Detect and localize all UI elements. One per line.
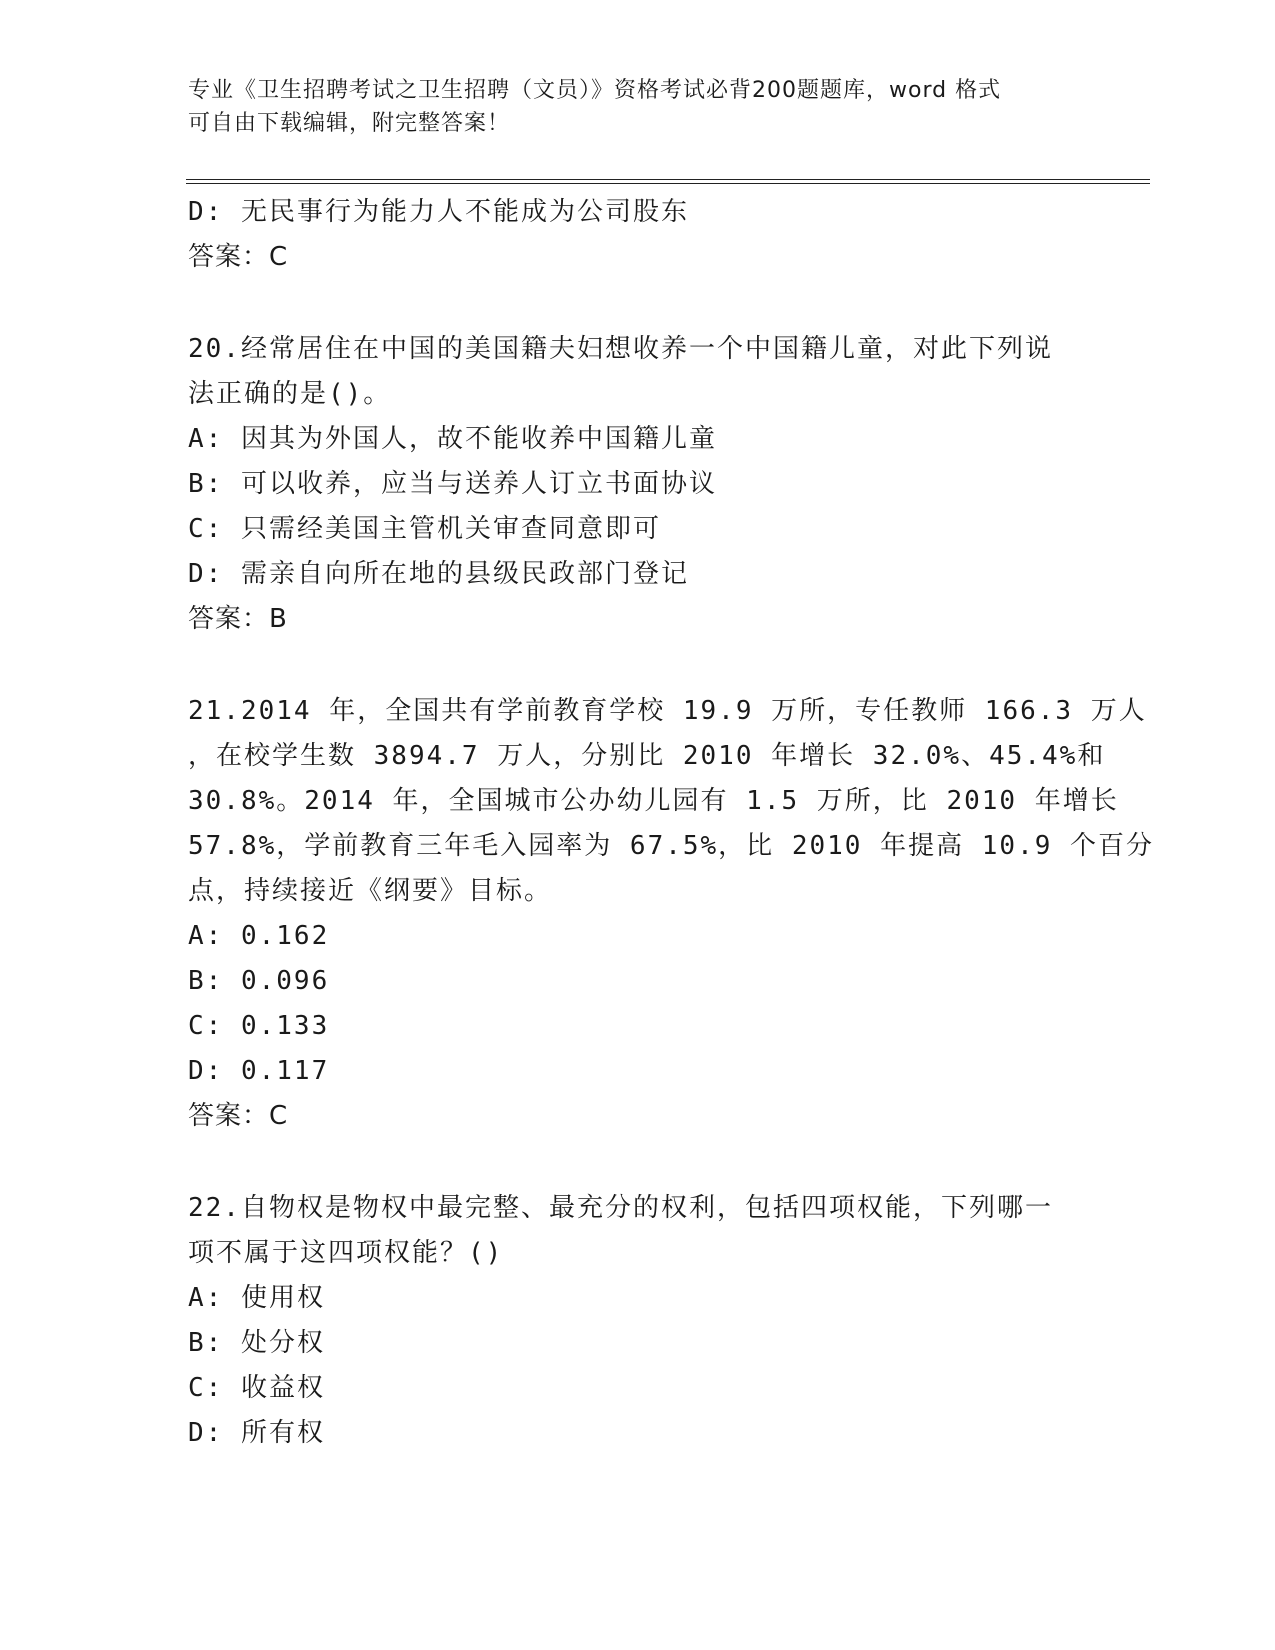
- spacer: [188, 280, 1088, 327]
- question-stem-line: 22.自物权是物权中最完整、最充分的权利，包括四项权能，下列哪一: [188, 1193, 1053, 1223]
- spacer: [188, 1139, 1088, 1186]
- option-c: C: 0.133: [188, 1011, 330, 1041]
- header-divider-bottom: [186, 183, 1150, 184]
- question-stem-line: 20.经常居住在中国的美国籍夫妇想收养一个中国籍儿童，对此下列说: [188, 334, 1053, 364]
- answer: 答案：C: [188, 1101, 289, 1131]
- question-stem-line: 57.8%，学前教育三年毛入园率为 67.5%，比 2010 年提高 10.9 个百分: [188, 831, 1155, 861]
- question-stem-line: ，在校学生数 3894.7 万人，分别比 2010 年增长 32.0%、45.4%和: [188, 741, 1106, 771]
- option-c: C: 只需经美国主管机关审查同意即可: [188, 514, 661, 544]
- option-d: D: 所有权: [188, 1418, 325, 1448]
- question-stem-line: 项不属于这四项权能？(): [188, 1238, 504, 1268]
- document-header: [188, 74, 1068, 140]
- option-b: B: 处分权: [188, 1328, 325, 1358]
- answer: 答案：B: [188, 604, 288, 634]
- question-20: [188, 327, 1088, 642]
- option-d: D: 需亲自向所在地的县级民政部门登记: [188, 559, 689, 589]
- question-stem-line: 法正确的是()。: [188, 379, 392, 409]
- option-a: A: 使用权: [188, 1283, 325, 1313]
- spacer: [188, 642, 1088, 689]
- option-b: B: 可以收养，应当与送养人订立书面协议: [188, 469, 717, 499]
- option-a: A: 因其为外国人，故不能收养中国籍儿童: [188, 424, 717, 454]
- question-21: [188, 689, 1155, 1139]
- question-22: [188, 1186, 1088, 1456]
- question-stem-line: 21.2014 年，全国共有学前教育学校 19.9 万所，专任教师 166.3 万人: [188, 696, 1147, 726]
- header-divider-top: [186, 179, 1150, 180]
- header-line-1: 专业《卫生招聘考试之卫生招聘（文员）》资格考试必背200题题库，word 格式: [188, 78, 1002, 103]
- question-stem-line: 30.8%。2014 年，全国城市公办幼儿园有 1.5 万所，比 2010 年增长: [188, 786, 1119, 816]
- option-d: D: 0.117: [188, 1056, 330, 1086]
- option-d: D: 无民事行为能力人不能成为公司股东: [188, 197, 689, 227]
- question-stem-line: 点，持续接近《纲要》目标。: [188, 876, 553, 906]
- header-line-2: 可自由下载编辑，附完整答案！: [188, 111, 511, 136]
- answer: 答案：C: [188, 242, 289, 272]
- question-list: [188, 190, 1155, 1456]
- option-b: B: 0.096: [188, 966, 330, 996]
- option-c: C: 收益权: [188, 1373, 325, 1403]
- question-19-tail: [188, 190, 1088, 280]
- option-a: A: 0.162: [188, 921, 330, 951]
